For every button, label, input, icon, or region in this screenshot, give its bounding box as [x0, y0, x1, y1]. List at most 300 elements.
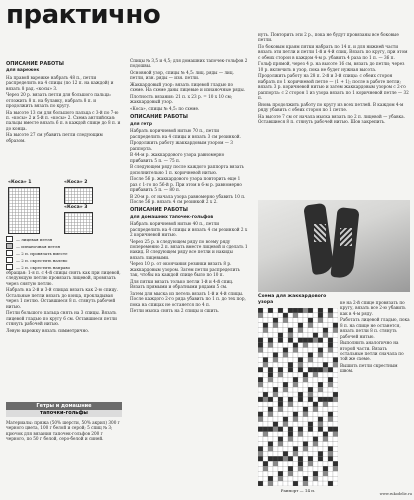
pattern-cell — [313, 377, 318, 382]
pattern-title: Схема для жаккардового узора — [258, 294, 327, 305]
pattern-cell — [318, 308, 323, 313]
pattern-cell — [318, 442, 323, 447]
pattern-cell — [298, 422, 303, 427]
pattern-cell — [293, 407, 298, 412]
paragraph: Для пятки вязать только петли 1-й и 4-й спиц. Вязать прямыми и обратными рядами 5 см. — [130, 278, 234, 290]
pattern-cell — [268, 313, 273, 318]
pattern-cell — [268, 446, 273, 451]
pattern-cell — [313, 422, 318, 427]
pattern-cell — [273, 451, 278, 456]
paragraph: обращая: 1-я п. с 4-й спицы снять как при лицевой, следующую петлю провязать лицевой, провязать через снятую петлю. — [6, 270, 121, 286]
pattern-cell — [333, 377, 338, 382]
pattern-cell — [298, 417, 303, 422]
pattern-cell — [288, 461, 293, 466]
pattern-cell — [308, 367, 313, 372]
pattern-cell — [268, 367, 273, 372]
pattern-cell — [263, 367, 268, 372]
pattern-cell — [328, 442, 333, 447]
pattern-cell — [313, 323, 318, 328]
pattern-cell — [308, 377, 313, 382]
pattern-cell — [268, 382, 273, 387]
pattern-cell — [263, 402, 268, 407]
pattern-cell — [308, 442, 313, 447]
pattern-cell — [283, 377, 288, 382]
pattern-cell — [288, 392, 293, 397]
pattern-cell — [273, 417, 278, 422]
pattern-cell — [323, 442, 328, 447]
pattern-cell — [263, 476, 268, 481]
pattern-cell — [263, 392, 268, 397]
pattern-cell — [298, 456, 303, 461]
pattern-cell — [308, 362, 313, 367]
pattern-cell — [333, 318, 338, 323]
pattern-cell — [318, 397, 323, 402]
pattern-cell — [328, 446, 333, 451]
pattern-cell — [268, 338, 273, 343]
pattern-cell — [303, 481, 308, 486]
pattern-cell — [283, 471, 288, 476]
pattern-cell — [333, 407, 338, 412]
pattern-cell — [258, 402, 263, 407]
pattern-cell — [263, 328, 268, 333]
pattern-cell — [288, 343, 293, 348]
pattern-cell — [273, 481, 278, 486]
pattern-cell — [258, 387, 263, 392]
pattern-cell — [298, 382, 303, 387]
pattern-cell — [298, 471, 303, 476]
pattern-cell — [303, 397, 308, 402]
pattern-cell — [273, 353, 278, 358]
pattern-cell — [323, 417, 328, 422]
pattern-cell — [323, 407, 328, 412]
pattern-cell — [298, 308, 303, 313]
pattern-cell — [263, 461, 268, 466]
pattern-cell — [288, 397, 293, 402]
pattern-cell — [273, 343, 278, 348]
pattern-cell — [333, 461, 338, 466]
pattern-cell — [288, 323, 293, 328]
paragraph: Через 25 р. в следующем ряду по всему ряду попеременно 2 п. вязать вместе лицевой и сделать 1 накид. В следующем ряду все петли и накиды вязать лицевыми. — [130, 238, 248, 260]
pattern-cell — [278, 313, 283, 318]
pattern-cell — [273, 442, 278, 447]
pattern-cell — [293, 451, 298, 456]
pattern-cell — [273, 367, 278, 372]
pattern-cell — [313, 372, 318, 377]
pattern-cell — [328, 362, 333, 367]
pattern-cell — [308, 461, 313, 466]
pattern-cell — [293, 476, 298, 481]
pattern-cell — [303, 417, 308, 422]
pattern-cell — [288, 387, 293, 392]
pattern-cell — [263, 397, 268, 402]
pattern-cell — [268, 318, 273, 323]
pattern-cell — [318, 471, 323, 476]
pattern-cell — [313, 362, 318, 367]
pattern-cell — [278, 451, 283, 456]
paragraph: Основной узор, спицы № 4,5: лиц. ряды — лиц. петли, изн. ряды — изн. петли. — [130, 70, 234, 81]
pattern-cell — [263, 471, 268, 476]
pattern-cell — [288, 422, 293, 427]
legend-swatch — [6, 257, 13, 263]
pattern-cell — [268, 432, 273, 437]
pattern-cell — [313, 417, 318, 422]
pattern-cell — [303, 362, 308, 367]
pattern-cell — [333, 412, 338, 417]
pattern-cell — [278, 427, 283, 432]
pattern-cell — [258, 382, 263, 387]
pattern-cell — [278, 377, 283, 382]
pattern-cell — [303, 456, 308, 461]
pattern-cell — [318, 432, 323, 437]
pattern-cell — [273, 318, 278, 323]
pattern-cell — [278, 422, 283, 427]
pattern-cell — [268, 308, 273, 313]
pattern-cell — [293, 313, 298, 318]
pattern-cell — [293, 318, 298, 323]
pattern-cell — [293, 372, 298, 377]
pattern-cell — [303, 372, 308, 377]
pattern-cell — [268, 362, 273, 367]
pattern-cell — [298, 338, 303, 343]
pattern-cell — [263, 343, 268, 348]
pattern-cell — [323, 313, 328, 318]
pattern-cell — [313, 461, 318, 466]
pattern-cell — [298, 466, 303, 471]
pattern-cell — [333, 466, 338, 471]
pattern-cell — [323, 362, 328, 367]
pattern-cell — [283, 456, 288, 461]
pattern-cell — [273, 437, 278, 442]
pattern-cell — [318, 343, 323, 348]
pattern-cell — [273, 461, 278, 466]
pattern-cell — [273, 382, 278, 387]
pattern-cell — [328, 471, 333, 476]
pattern-cell — [263, 387, 268, 392]
pattern-cell — [328, 476, 333, 481]
pattern-cell — [303, 412, 308, 417]
pattern-cell — [278, 338, 283, 343]
pattern-cell — [288, 412, 293, 417]
pattern-cell — [318, 461, 323, 466]
pattern-cell — [258, 328, 263, 333]
pattern-cell — [318, 377, 323, 382]
legend-item — [6, 243, 122, 249]
rapport-label: Раппорт — 14 п. — [280, 488, 316, 493]
legend-swatch — [6, 236, 13, 242]
pattern-cell — [268, 417, 273, 422]
pattern-cell — [268, 402, 273, 407]
column-4 — [340, 300, 410, 495]
pattern-cell — [303, 446, 308, 451]
pattern-cell — [313, 387, 318, 392]
chart-label-3: «Коса» 3 — [64, 205, 88, 210]
pattern-cell — [293, 323, 298, 328]
pattern-cell — [258, 456, 263, 461]
pattern-cell — [318, 367, 323, 372]
pattern-cell — [308, 318, 313, 323]
pattern-cell — [333, 323, 338, 328]
pattern-cell — [293, 427, 298, 432]
pattern-cell — [263, 412, 268, 417]
pattern-cell — [298, 357, 303, 362]
pattern-cell — [273, 427, 278, 432]
pattern-cell — [283, 367, 288, 372]
pattern-cell — [293, 432, 298, 437]
page-title: практично — [6, 0, 161, 30]
pattern-cell — [273, 372, 278, 377]
pattern-cell — [278, 461, 283, 466]
pattern-cell — [258, 422, 263, 427]
pattern-cell — [273, 432, 278, 437]
pattern-cell — [283, 442, 288, 447]
pattern-cell — [258, 437, 263, 442]
legend-item — [6, 257, 122, 263]
legend-text: — изнаночная петля — [16, 243, 61, 249]
pattern-cell — [288, 353, 293, 358]
pattern-cell — [323, 338, 328, 343]
pattern-cell — [303, 377, 308, 382]
pattern-cell — [298, 343, 303, 348]
pattern-cell — [258, 397, 263, 402]
pattern-cell — [303, 357, 308, 362]
pattern-cell — [288, 407, 293, 412]
pattern-cell — [313, 382, 318, 387]
pattern-cell — [333, 481, 338, 486]
pattern-cell — [283, 402, 288, 407]
pattern-cell — [298, 392, 303, 397]
pattern-cell — [288, 367, 293, 372]
legend-swatch — [6, 243, 13, 249]
pattern-cell — [323, 343, 328, 348]
pattern-cell — [283, 417, 288, 422]
pattern-cell — [258, 442, 263, 447]
pattern-cell — [293, 348, 298, 353]
pattern-cell — [288, 318, 293, 323]
pattern-cell — [278, 357, 283, 362]
pattern-cell — [318, 328, 323, 333]
pattern-cell — [283, 412, 288, 417]
pattern-cell — [293, 456, 298, 461]
paragraph: ке на 2-й спице провязать по кругу, вязать все 2-ю убавить как в 4-м ряду. — [340, 300, 406, 316]
pattern-cell — [268, 442, 273, 447]
pattern-cell — [333, 456, 338, 461]
pattern-cell — [263, 357, 268, 362]
pattern-cell — [288, 466, 293, 471]
paragraph: По боковым краям пятки набрать по 14 п. и для нижней части вязать эти петли и петли 1-й и 4-й спиц. Вязать по кругу, при этом с обеих сторон в каждом 4-м р. убавить 4 раза по 1 п. — 36 п. — [258, 44, 408, 60]
pattern-cell — [318, 382, 323, 387]
pattern-cell — [273, 308, 278, 313]
chart-legend — [6, 236, 122, 271]
pattern-cell — [268, 333, 273, 338]
pattern-cell — [298, 348, 303, 353]
pattern-cell — [313, 348, 318, 353]
pattern-cell — [258, 407, 263, 412]
pattern-cell — [258, 466, 263, 471]
section-heading: ОПИСАНИЕ РАБОТЫ — [6, 61, 64, 67]
pattern-cell — [263, 353, 268, 358]
pattern-cell — [303, 402, 308, 407]
paragraph: Работать лицевой гладью, пока 8 п. на спице не останется, вязать петли 8 п. стянуть рабочей нитью. — [340, 317, 410, 339]
pattern-cell — [258, 323, 263, 328]
pattern-cell — [268, 407, 273, 412]
pattern-cell — [288, 308, 293, 313]
pattern-cell — [298, 407, 303, 412]
jacquard-pattern-chart — [258, 308, 338, 486]
pattern-cell — [283, 427, 288, 432]
pattern-cell — [313, 412, 318, 417]
pattern-cell — [328, 461, 333, 466]
pattern-cell — [283, 466, 288, 471]
paragraph: На высоте 27 см убавить петли следующим образом. — [6, 132, 103, 143]
pattern-cell — [263, 338, 268, 343]
pattern-cell — [303, 442, 308, 447]
pattern-cell — [288, 362, 293, 367]
pattern-cell — [303, 387, 308, 392]
pattern-cell — [323, 437, 328, 442]
pattern-cell — [273, 333, 278, 338]
pattern-cell — [293, 387, 298, 392]
pattern-cell — [333, 372, 338, 377]
pattern-cell — [303, 466, 308, 471]
pattern-cell — [323, 323, 328, 328]
pattern-cell — [308, 476, 313, 481]
pattern-cell — [258, 357, 263, 362]
pattern-cell — [263, 323, 268, 328]
pattern-cell — [273, 323, 278, 328]
pattern-cell — [288, 427, 293, 432]
pattern-cell — [283, 318, 288, 323]
pattern-cell — [328, 397, 333, 402]
pattern-cell — [313, 318, 318, 323]
pattern-cell — [258, 432, 263, 437]
paragraph: Через 20 р. вязать петли для большого пальца: отложить 8 п. на булавку, набрать 8 п. и продолжить вязать по кругу. — [6, 92, 112, 108]
pattern-cell — [263, 446, 268, 451]
pattern-cell — [288, 372, 293, 377]
pattern-cell — [268, 456, 273, 461]
paragraph: Гольф прямой, через 4 р. на высоте 16 см, вязать до петли; через 10 р. включить в узор, пока не будет нужная высота. — [258, 61, 405, 72]
pattern-cell — [323, 446, 328, 451]
pattern-cell — [328, 372, 333, 377]
pattern-cell — [323, 333, 328, 338]
pattern-cell — [278, 353, 283, 358]
pattern-cell — [298, 328, 303, 333]
pattern-cell — [288, 471, 293, 476]
pattern-cell — [268, 392, 273, 397]
pattern-cell — [278, 407, 283, 412]
pattern-cell — [278, 343, 283, 348]
section-banner-sub: тапочки-гольфы — [6, 410, 122, 417]
pattern-cell — [278, 328, 283, 333]
pattern-cell — [263, 427, 268, 432]
pattern-cell — [288, 417, 293, 422]
section-subheading: для варежек — [6, 68, 40, 74]
pattern-cell — [298, 333, 303, 338]
pattern-cell — [318, 353, 323, 358]
pattern-cell — [303, 437, 308, 442]
pattern-cell — [313, 402, 318, 407]
pattern-cell — [293, 466, 298, 471]
pattern-cell — [328, 382, 333, 387]
paragraph: Петли мыска снять на 2 спицы и сшить. — [130, 308, 220, 314]
pattern-cell — [308, 387, 313, 392]
pattern-cell — [263, 308, 268, 313]
pattern-cell — [328, 313, 333, 318]
pattern-cell — [258, 362, 263, 367]
pattern-cell — [268, 476, 273, 481]
pattern-cell — [313, 481, 318, 486]
pattern-cell — [283, 343, 288, 348]
pattern-cell — [258, 313, 263, 318]
pattern-cell — [298, 476, 303, 481]
paragraph: Жаккардовый узор: вязать лицевой гладью по схеме. На схеме даны лицевые и изнаночные ряды. — [130, 82, 246, 93]
pattern-cell — [288, 432, 293, 437]
pattern-cell — [308, 333, 313, 338]
pattern-cell — [298, 451, 303, 456]
paragraph: нуть. Повторить эти 2 р., пока не будут провязаны все боковые петли. — [258, 32, 399, 43]
pattern-cell — [333, 437, 338, 442]
paragraph: Затем для мыска из петель вязать 1-й и 4-й спицы. После каждого 2-го ряда убавить по 1 п. до тех пор, пока на спицах не останется по 4 п. — [130, 290, 246, 307]
pattern-cell — [328, 318, 333, 323]
pattern-cell — [323, 402, 328, 407]
pattern-cell — [263, 432, 268, 437]
pattern-cell — [328, 353, 333, 358]
pattern-cell — [328, 348, 333, 353]
section-heading: ОПИСАНИЕ РАБОТЫ — [130, 114, 188, 121]
pattern-cell — [288, 348, 293, 353]
pattern-cell — [273, 466, 278, 471]
cable-chart-1 — [8, 187, 40, 234]
pattern-cell — [293, 442, 298, 447]
pattern-cell — [313, 328, 318, 333]
pattern-cell — [303, 367, 308, 372]
pattern-cell — [268, 412, 273, 417]
pattern-cell — [323, 461, 328, 466]
socks-photo — [258, 200, 410, 292]
pattern-cell — [313, 357, 318, 362]
pattern-cell — [283, 392, 288, 397]
pattern-cell — [268, 427, 273, 432]
pattern-cell — [323, 432, 328, 437]
pattern-cell — [318, 422, 323, 427]
pattern-cell — [318, 392, 323, 397]
materials-block — [6, 420, 122, 498]
pattern-cell — [268, 451, 273, 456]
legend-text: — 2 п. скрестить направо — [16, 264, 71, 270]
pattern-cell — [323, 372, 328, 377]
pattern-cell — [278, 308, 283, 313]
pattern-cell — [298, 387, 303, 392]
pattern-cell — [328, 466, 333, 471]
pattern-cell — [293, 338, 298, 343]
pattern-cell — [268, 343, 273, 348]
pattern-cell — [303, 427, 308, 432]
pattern-cell — [313, 437, 318, 442]
pattern-cell — [293, 397, 298, 402]
pattern-cell — [308, 357, 313, 362]
pattern-cell — [323, 481, 328, 486]
pattern-cell — [268, 348, 273, 353]
paragraph: На высоте 7 см от начала мыска вязать по 2 п. лицевой — убавка. Оставшиеся 8 п. стянуть рабочей нитью. Шов закрепить. — [258, 113, 405, 125]
pattern-cell — [328, 338, 333, 343]
paragraph: В 20-м р. от начала узора равномерно убавить 10 п. После 56 р. вязать 4 см резинкой 2 х 2. — [130, 193, 246, 204]
pattern-cell — [328, 328, 333, 333]
pattern-cell — [308, 481, 313, 486]
pattern-cell — [298, 323, 303, 328]
pattern-cell — [278, 446, 283, 451]
legend-text: — лицевая петля — [16, 236, 53, 242]
pattern-cell — [333, 353, 338, 358]
pattern-cell — [283, 422, 288, 427]
